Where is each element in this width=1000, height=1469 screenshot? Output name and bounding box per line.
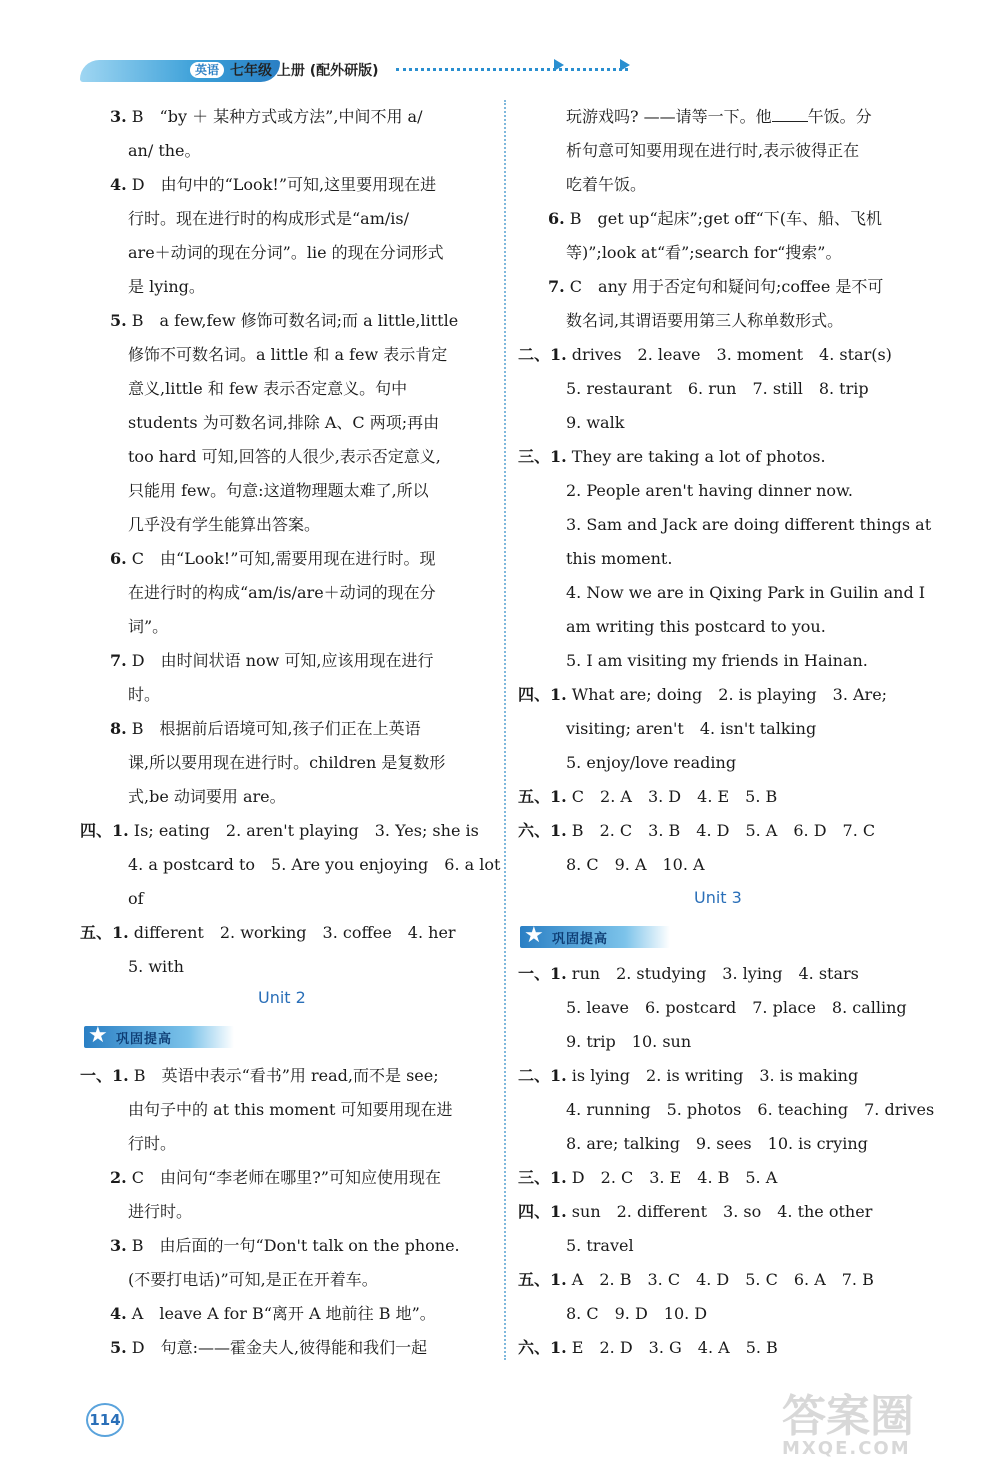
answer-line (128, 379, 407, 399)
fill-blank (772, 107, 808, 122)
answer-line (566, 753, 736, 773)
answer-text: C 由“Look!”可知,需要用现在进行时。现 (126, 549, 436, 568)
answer-line (518, 685, 887, 705)
answer-text: 2. People aren't having dinner now. (566, 481, 853, 500)
answer-line (128, 583, 436, 603)
answer-text: this moment. (566, 549, 673, 568)
answer-line (128, 141, 201, 161)
answer-line (110, 311, 458, 331)
book-title: 七年级 上册 (配外研版) (230, 63, 379, 79)
answer-text: 等)”;look at“看”;search for“搜索”。 (566, 243, 842, 262)
question-number: 一、1. (518, 964, 567, 983)
answer-line (110, 651, 434, 671)
question-number: 四、1. (518, 685, 567, 704)
answer-text: 修饰不可数名词。a little 和 a few 表示肯定 (128, 345, 448, 364)
answer-text: 只能用 few。句意:这道物理题太难了,所以 (128, 481, 429, 500)
section-banner-label: 巩固提高 (552, 932, 609, 947)
answer-text: 5. travel (566, 1236, 634, 1255)
answer-text: C 2. A 3. D 4. E 5. B (566, 787, 778, 806)
answer-line (128, 753, 445, 773)
answer-text: A leave A for B“离开 A 地前往 B 地”。 (126, 1304, 436, 1323)
answer-text: B 根据前后语境可知,孩子们正在上英语 (126, 719, 421, 738)
answer-text: 4. running 5. photos 6. teaching 7. drives (566, 1100, 935, 1119)
question-number: 6. (548, 209, 565, 228)
column-divider (504, 100, 506, 1360)
answer-line (110, 1168, 441, 1188)
answer-line (110, 1304, 436, 1324)
answer-line (80, 923, 456, 943)
answer-line (566, 1100, 934, 1120)
answer-text: C any 用于否定句和疑问句;coffee 是不可 (564, 277, 884, 296)
answer-line (548, 209, 882, 229)
answer-line (110, 107, 422, 127)
question-number: 五、1. (80, 923, 129, 942)
answer-text: 吃着午饭。 (566, 175, 647, 194)
answer-text: 8. C 9. D 10. D (566, 1304, 708, 1323)
question-number: 四、1. (518, 1202, 567, 1221)
question-number: 4. (110, 175, 127, 194)
answer-text: 9. trip 10. sun (566, 1032, 692, 1051)
answer-text: B a few,few 修饰可数名词;而 a little,little (126, 311, 459, 330)
question-number: 2. (110, 1168, 127, 1187)
answer-line (566, 617, 826, 637)
answer-line (566, 175, 646, 195)
answer-line (518, 821, 875, 841)
answer-text: 进行时。 (128, 1202, 193, 1221)
answer-line (566, 651, 868, 671)
answer-text: E 2. D 3. G 4. A 5. B (566, 1338, 778, 1357)
answer-line (110, 1338, 427, 1358)
answer-text: 数名词,其谓语要用第三人称单数形式。 (566, 311, 844, 330)
answer-text: B “by ＋ 某种方式或方法”,中间不用 a/ (126, 107, 423, 126)
arrow-right-icon (554, 59, 564, 71)
question-number: 二、1. (518, 345, 567, 364)
answer-text: D 2. C 3. E 4. B 5. A (566, 1168, 778, 1187)
question-number: 4. (110, 1304, 127, 1323)
answer-text: 午饭。分 (807, 107, 872, 126)
section-banner (84, 1023, 234, 1048)
answer-text: 析句意可知要用现在进行时,表示彼得正在 (566, 141, 860, 160)
answer-line (128, 957, 184, 977)
answer-line (128, 787, 286, 807)
answer-text: 行时。现在进行时的构成形式是“am/is/ (128, 209, 410, 228)
answer-text: 9. walk (566, 413, 625, 432)
answer-line (128, 413, 439, 433)
answer-line (128, 685, 160, 705)
answer-text: B 由后面的一句“Don't talk on the phone. (126, 1236, 460, 1255)
question-number: 五、1. (518, 1270, 567, 1289)
answer-text: is lying 2. is writing 3. is making (566, 1066, 859, 1085)
answer-line (566, 998, 907, 1018)
answer-line (518, 345, 892, 365)
question-number: 三、1. (518, 1168, 567, 1187)
answer-line (128, 209, 409, 229)
answer-line (566, 413, 624, 433)
question-number: 7. (548, 277, 565, 296)
answer-line (566, 1134, 868, 1154)
answer-text: 意义,little 和 few 表示否定意义。句中 (128, 379, 408, 398)
question-number: 二、1. (518, 1066, 567, 1085)
answer-line (128, 1134, 176, 1154)
answer-line (548, 277, 883, 297)
answer-line (128, 1100, 453, 1120)
answer-line (128, 1270, 378, 1290)
question-number: 6. (110, 549, 127, 568)
answer-line (566, 719, 816, 739)
answer-text: 式,be 动词要用 are。 (128, 787, 286, 806)
answer-line (80, 1066, 439, 1086)
section-banner (520, 923, 670, 948)
watermark-url: MXQE.COM (782, 1438, 911, 1459)
answer-text: 5. I am visiting my friends in Hainan. (566, 651, 868, 670)
answer-line (128, 1202, 192, 1222)
header-dotted-line (396, 68, 628, 71)
answer-line (80, 821, 479, 841)
answer-line (128, 243, 444, 263)
question-number: 六、1. (518, 821, 567, 840)
answer-line (128, 481, 429, 501)
answer-line (566, 583, 925, 603)
unit-3-title: Unit 3 (694, 888, 742, 907)
answer-text: 4. Now we are in Qixing Park in Guilin and I (566, 583, 926, 602)
answer-text: 时。 (128, 685, 161, 704)
question-number: 五、1. (518, 787, 567, 806)
page-number: 114 (86, 1403, 124, 1437)
answer-line (566, 515, 931, 535)
page-header (80, 54, 640, 88)
unit-2-title: Unit 2 (258, 988, 306, 1007)
answer-line (518, 1338, 778, 1358)
answer-line (110, 719, 421, 739)
answer-line (518, 1168, 777, 1188)
answer-text: D 由句中的“Look!”可知,这里要用现在进 (126, 175, 437, 194)
answer-line (518, 787, 777, 807)
answer-line (566, 1236, 634, 1256)
answer-text: 3. Sam and Jack are doing different things at (566, 515, 932, 534)
answer-text: 词”。 (128, 617, 169, 636)
answer-text: 在进行时的构成“am/is/are＋动词的现在分 (128, 583, 436, 602)
answer-text: run 2. studying 3. lying 4. stars (566, 964, 859, 983)
answer-line (566, 481, 853, 501)
subject-badge: 英语 (190, 62, 224, 78)
answer-line (518, 1202, 872, 1222)
answer-text: 5. enjoy/love reading (566, 753, 737, 772)
answer-text: B get up“起床”;get off“下(车、船、飞机 (564, 209, 883, 228)
question-number: 三、1. (518, 447, 567, 466)
question-number: 3. (110, 1236, 127, 1255)
answer-line (566, 141, 859, 161)
answer-line (128, 345, 447, 365)
answer-text: D 句意:——霍金夫人,彼得能和我们一起 (126, 1338, 428, 1357)
answer-text: different 2. working 3. coffee 4. her (128, 923, 456, 942)
answer-text: D 由时间状语 now 可知,应该用现在进行 (126, 651, 434, 670)
answer-line (110, 175, 436, 195)
question-number: 一、1. (80, 1066, 129, 1085)
answer-text: are＋动词的现在分词”。lie 的现在分词形式 (128, 243, 444, 262)
answer-line (128, 515, 320, 535)
answer-line (566, 549, 672, 569)
answer-line (566, 243, 841, 263)
question-number: 六、1. (518, 1338, 567, 1357)
answer-line (128, 447, 441, 467)
answer-text: students 为可数名词,排除 A、C 两项;再由 (128, 413, 440, 432)
answer-text: am writing this postcard to you. (566, 617, 826, 636)
answer-line (566, 311, 843, 331)
answer-text: drives 2. leave 3. moment 4. star(s) (566, 345, 892, 364)
answer-text: Is; eating 2. aren't playing 3. Yes; she is (128, 821, 479, 840)
answer-line (518, 447, 826, 467)
answer-text: too hard 可知,回答的人很少,表示否定意义, (128, 447, 441, 466)
answer-text: They are taking a lot of photos. (566, 447, 826, 466)
answer-text: 行时。 (128, 1134, 177, 1153)
question-number: 7. (110, 651, 127, 670)
answer-line (128, 617, 168, 637)
watermark (782, 1380, 982, 1459)
answer-line (566, 1304, 707, 1324)
answer-text: 几乎没有学生能算出答案。 (128, 515, 321, 534)
answer-line (518, 1066, 858, 1086)
answer-text: sun 2. different 3. so 4. the other (566, 1202, 873, 1221)
star-icon: ★ (88, 1023, 108, 1048)
answer-line (110, 549, 436, 569)
question-number: 5. (110, 311, 127, 330)
answer-line (110, 1236, 460, 1256)
answer-line (518, 964, 859, 984)
answer-line (566, 855, 705, 875)
question-number: 四、1. (80, 821, 129, 840)
answer-text: 是 lying。 (128, 277, 205, 296)
answer-text: A 2. B 3. C 4. D 5. C 6. A 7. B (566, 1270, 874, 1289)
answer-text: 由句子中的 at this moment 可知要用现在进 (128, 1100, 453, 1119)
answer-line (566, 107, 872, 127)
answer-text: 5. leave 6. postcard 7. place 8. calling (566, 998, 907, 1017)
arrow-right-icon (620, 59, 630, 71)
answer-text: visiting; aren't 4. isn't talking (566, 719, 817, 738)
answer-line (566, 379, 869, 399)
answer-text: of (128, 889, 144, 908)
answer-text: 5. with (128, 957, 184, 976)
watermark-brand: 答案圈 (782, 1391, 914, 1442)
question-number: 8. (110, 719, 127, 738)
answer-line (128, 855, 500, 875)
answer-line (518, 1270, 874, 1290)
answer-line (128, 277, 205, 297)
answer-text: B 2. C 3. B 4. D 5. A 6. D 7. C (566, 821, 876, 840)
answer-text: What are; doing 2. is playing 3. Are; (566, 685, 888, 704)
answer-text: B 英语中表示“看书”用 read,而不是 see; (128, 1066, 439, 1085)
question-number: 3. (110, 107, 127, 126)
answer-text: 8. are; talking 9. sees 10. is crying (566, 1134, 868, 1153)
answer-text: C 由问句“李老师在哪里?”可知应使用现在 (126, 1168, 441, 1187)
answer-text: 5. restaurant 6. run 7. still 8. trip (566, 379, 869, 398)
answer-line (566, 1032, 691, 1052)
answer-text: 4. a postcard to 5. Are you enjoying 6. a lot (128, 855, 501, 874)
section-banner-label: 巩固提高 (116, 1032, 173, 1047)
answer-text: 课,所以要用现在进行时。children 是复数形 (128, 753, 446, 772)
answer-text: 8. C 9. A 10. A (566, 855, 705, 874)
star-icon: ★ (524, 923, 544, 948)
question-number: 5. (110, 1338, 127, 1357)
answer-text: an/ the。 (128, 141, 201, 160)
answer-text: 玩游戏吗? ——请等一下。他 (566, 107, 772, 126)
answer-line (128, 889, 144, 909)
answer-text: (不要打电话)”可知,是正在开着车。 (128, 1270, 378, 1289)
